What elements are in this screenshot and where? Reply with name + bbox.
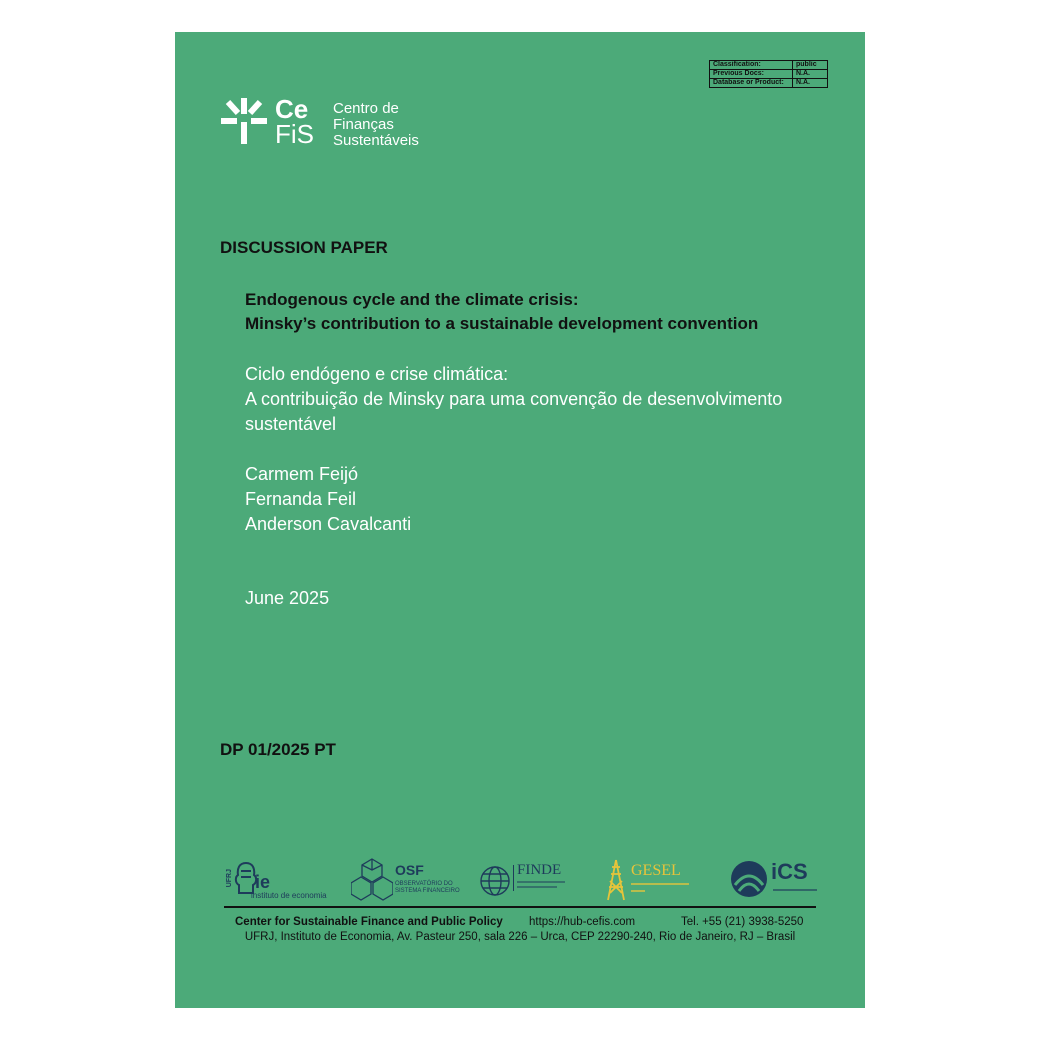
classification-value: public: [793, 61, 828, 70]
gesel-logo: [603, 857, 703, 903]
classification-key: Previous Docs:: [710, 70, 793, 79]
logo-name-line1: Centro de: [333, 100, 399, 117]
logo-name-line3: Sustentáveis: [333, 132, 419, 149]
logo-abbr-line2: FiS: [275, 119, 314, 149]
finde-brand: FINDE: [517, 862, 562, 878]
author-name: Carmem Feijó: [245, 464, 359, 484]
title-english: [245, 288, 758, 336]
classification-table: [709, 60, 828, 88]
partner-logos: [225, 857, 820, 903]
classification-row: [710, 61, 828, 70]
title-pt-line1: Ciclo endógeno e crise climática:: [245, 364, 509, 384]
title-portuguese: [245, 362, 845, 437]
classification-row: [710, 79, 828, 88]
logo-name: [333, 101, 419, 149]
title-en-line1: Endogenous cycle and the climate crisis:: [245, 290, 579, 309]
footer-divider: [224, 906, 816, 908]
finde-globe-icon: [479, 865, 511, 897]
footer-org: Center for Sustainable Finance and Public Policy: [235, 916, 503, 928]
osf-subtitle-2: SISTEMA FINANCEIRO: [395, 888, 460, 894]
cefis-mark-icon: [219, 96, 269, 146]
classification-key: Classification:: [710, 61, 793, 70]
gesel-brand: GESEL: [631, 862, 681, 879]
cover-page: [175, 32, 865, 1008]
ics-brand: iCS: [771, 859, 808, 884]
osf-cubes-icon: [351, 857, 393, 901]
ics-logo: [729, 857, 823, 903]
classification-row: [710, 70, 828, 79]
doc-number: DP 01/2025 PT: [220, 740, 336, 759]
classification-value: N.A.: [793, 70, 828, 79]
footer-phone: Tel. +55 (21) 3938-5250: [681, 916, 804, 928]
ie-subtitle: instituto de economia: [251, 891, 327, 900]
author-name: Anderson Cavalcanti: [245, 514, 412, 534]
ics-waves-icon: [729, 859, 769, 899]
ufrj-label: UFRJ: [226, 869, 233, 888]
title-pt-line2: A contribuição de Minsky para uma convenção de desenvolvimento: [245, 389, 783, 409]
osf-subtitle-1: OBSERVATÓRIO DO: [395, 881, 453, 887]
finde-logo: [477, 857, 577, 903]
ufrj-ie-logo: [225, 857, 325, 903]
footer-address: UFRJ, Instituto de Economia, Av. Pasteur 250, sala 226 – Urca, CEP 22290-240, Rio de Janeiro, RJ – Brasil: [244, 931, 796, 943]
doc-type-heading: DISCUSSION PAPER: [220, 238, 388, 257]
ie-brand: ie: [255, 872, 271, 892]
osf-logo: [351, 857, 460, 903]
classification-key: Database or Product:: [710, 79, 793, 88]
footer-url[interactable]: https://hub-cefis.com: [529, 916, 636, 928]
osf-brand: OSF: [395, 862, 424, 878]
logo-name-line2: Finanças: [333, 116, 394, 133]
gesel-tower-icon: [605, 859, 627, 901]
logo-abbr-line1: Ce: [275, 94, 309, 124]
classification-value: N.A.: [793, 79, 828, 88]
title-pt-line3: sustentável: [245, 414, 337, 434]
author-list: [245, 462, 411, 537]
title-en-line2: Minsky’s contribution to a sustainable development convention: [245, 314, 759, 333]
publication-date: June 2025: [245, 588, 330, 608]
cefis-logo: [219, 96, 459, 152]
author-name: Fernanda Feil: [245, 489, 357, 509]
